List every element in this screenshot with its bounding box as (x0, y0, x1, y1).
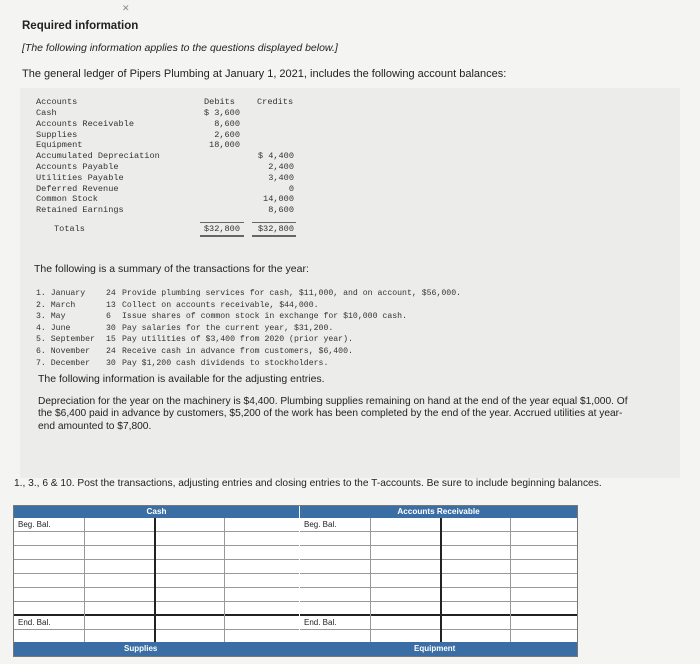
transaction-text: Provide plumbing services for cash, $11,000, and on account, $56,000. (122, 289, 462, 298)
total-credit-rule (252, 222, 296, 223)
ar-end-bal-label: End. Bal. (304, 618, 337, 627)
cash-beg-bal-label: Beg. Bal. (18, 520, 51, 529)
transaction-day: 15 (106, 335, 116, 345)
ar-header: Accounts Receivable (300, 506, 577, 518)
transaction-month: 1. January (36, 289, 86, 298)
ledger-debit-value: 8,600 (214, 118, 240, 129)
summary-title: The following is a summary of the transactions for the year: (34, 263, 309, 275)
transaction-text: Pay salaries for the current year, $31,200. (122, 323, 334, 333)
cash-entry-row[interactable] (14, 532, 299, 546)
ar-entry-row[interactable] (300, 532, 577, 546)
total-debit-double-rule (200, 235, 244, 237)
transaction-month: 5. September (36, 335, 95, 345)
info-note: [The following information applies to the questions displayed below.] (22, 42, 338, 54)
adjusting-paragraph: Depreciation for the year on the machinery is $4,400. Plumbing supplies remaining on hand at the end of the year equal $1,000. Of the $6,400 paid in advance by customers, $5,200 of the work has been completed by the end of the year. Accrued utilities at year-end amounted to $7,800. (38, 396, 628, 432)
ledger-header-debits: Debits (204, 97, 235, 107)
ledger-header-credits: Credits (257, 97, 294, 107)
cash-entry-row[interactable] (14, 546, 299, 560)
cash-end-bal-label: End. Bal. (18, 618, 51, 627)
cash-t-divider (154, 518, 156, 642)
transaction-day: 6 (106, 312, 111, 322)
transaction-day: 13 (106, 300, 116, 310)
ledger-account-name: Supplies (36, 129, 78, 140)
t-account-cash (14, 506, 299, 656)
ledger-total-credit: $32,800 (257, 224, 294, 234)
cash-end-bal-row[interactable] (14, 616, 299, 630)
ledger-debit-value: $ 3,600 (203, 108, 240, 118)
transaction-text: Pay utilities of $3,400 from 2020 (prior year). (122, 335, 353, 345)
ar-beg-bal-label: Beg. Bal. (304, 520, 337, 529)
transaction-text: Issue shares of common stock in exchange for $10,000 cash. (122, 312, 407, 322)
ledger-header-accounts: Accounts (36, 97, 78, 107)
question-text: 1., 3., 6 & 10. Post the transactions, adjusting entries and closing entries to the T-accounts. Be sure to include beginning balances. (14, 478, 602, 489)
ledger-account-name: Utilities Payable (36, 172, 124, 183)
cash-col-line (224, 518, 225, 656)
ledger-credit-value: $ 4,400 (257, 151, 294, 162)
ledger-credit-value: 2,400 (268, 162, 294, 172)
ar-entry-row[interactable] (300, 574, 577, 588)
cash-col-line (84, 518, 85, 656)
transaction-month: 2. March (36, 300, 76, 310)
ledger-account-name: Accounts Payable (36, 162, 119, 172)
t-accounts-panel (13, 505, 578, 657)
ledger-account-name: Deferred Revenue (36, 183, 119, 194)
transaction-month: 3. May (36, 312, 66, 322)
total-credit-double-rule (252, 235, 296, 237)
ar-col-line (370, 518, 371, 656)
transaction-text: Receive cash in advance from customers, $6,400. (122, 347, 353, 356)
transaction-day: 30 (106, 323, 116, 333)
ledger-debit-value: 2,600 (214, 129, 240, 140)
transaction-month: 7. December (36, 358, 91, 368)
ar-entry-row[interactable] (300, 546, 577, 560)
transaction-day: 24 (106, 347, 116, 356)
ledger-total-debit: $32,800 (203, 224, 240, 234)
page-title: Required information (22, 20, 139, 32)
transaction-month: 6. November (36, 347, 91, 356)
cursor-mark: ✕ (122, 3, 130, 13)
t-account-accounts-receivable (300, 506, 577, 656)
ar-beg-bal-row[interactable] (300, 518, 577, 532)
adjusting-title: The following information is available for the adjusting entries. (38, 373, 325, 385)
transaction-text: Collect on accounts receivable, $44,000. (122, 300, 319, 310)
ledger-credit-value: 14,000 (263, 194, 294, 205)
ledger-account-name: Accumulated Depreciation (36, 151, 160, 162)
ar-entry-row[interactable] (300, 560, 577, 574)
supplies-header: Supplies (124, 644, 158, 653)
cash-entry-row[interactable] (14, 602, 299, 616)
cash-beg-bal-row[interactable] (14, 518, 299, 532)
ar-entry-row[interactable] (300, 588, 577, 602)
transaction-text: Pay $1,200 cash dividends to stockholders. (122, 358, 329, 368)
ledger-intro: The general ledger of Pipers Plumbing at January 1, 2021, includes the following account balances: (22, 68, 507, 80)
cash-header: Cash (14, 506, 299, 518)
ledger-debit-value: 18,000 (209, 140, 240, 151)
cash-entry-row[interactable] (14, 588, 299, 602)
total-debit-rule (200, 222, 244, 223)
equipment-header: Equipment (414, 644, 456, 653)
ledger-credit-value: 0 (288, 183, 294, 194)
ledger-credit-value: 3,400 (268, 172, 294, 183)
ledger-account-name: Retained Earnings (36, 205, 124, 216)
ledger-account-name: Cash (36, 108, 57, 118)
ledger-account-name: Accounts Receivable (36, 118, 134, 129)
ar-end-bal-row[interactable] (300, 616, 577, 630)
ledger-account-name: Common Stock (36, 194, 98, 205)
ledger-totals-label: Totals (54, 224, 85, 234)
ledger-credit-value: 8,600 (268, 205, 294, 216)
transaction-day: 24 (106, 289, 116, 298)
ar-col-line (510, 518, 511, 656)
ledger-account-name: Equipment (36, 140, 83, 151)
transaction-month: 4. June (36, 323, 71, 333)
ar-t-divider (440, 518, 442, 642)
t-footer-bar (14, 642, 577, 656)
transaction-day: 30 (106, 358, 116, 368)
cash-entry-row[interactable] (14, 560, 299, 574)
ar-entry-row[interactable] (300, 602, 577, 616)
cash-entry-row[interactable] (14, 574, 299, 588)
